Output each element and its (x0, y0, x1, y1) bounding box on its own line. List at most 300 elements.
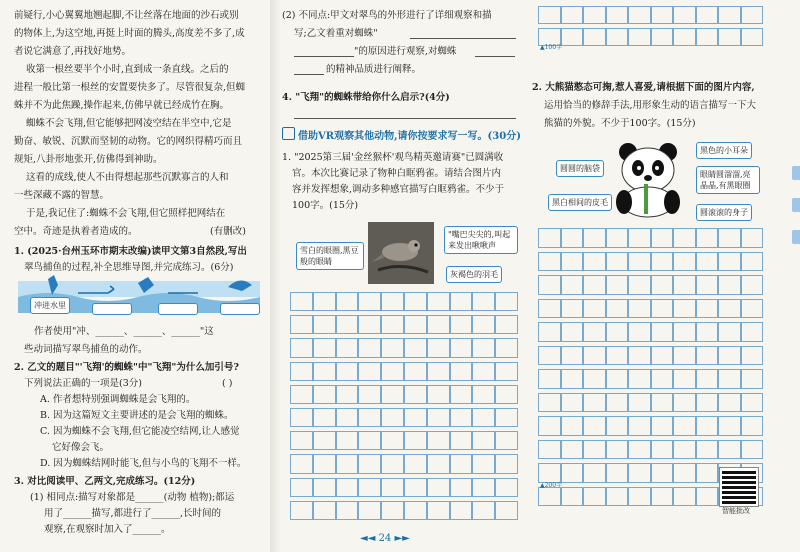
grid-cell[interactable] (696, 28, 719, 46)
grid-cell[interactable] (336, 478, 359, 497)
grid-cell[interactable] (583, 275, 606, 295)
grid-cell[interactable] (628, 252, 651, 272)
grid-cell[interactable] (358, 431, 381, 450)
grid-cell[interactable] (290, 315, 313, 334)
grid-cell[interactable] (606, 252, 629, 272)
grid-cell[interactable] (381, 431, 404, 450)
grid-cell[interactable] (673, 416, 696, 436)
grid-cell[interactable] (450, 501, 473, 520)
grid-cell[interactable] (472, 292, 495, 311)
grid-cell[interactable] (606, 440, 629, 460)
grid-cell[interactable] (651, 299, 674, 319)
grid-cell[interactable] (606, 322, 629, 342)
grid-cell[interactable] (718, 322, 741, 342)
grid-cell[interactable] (628, 322, 651, 342)
grid-cell[interactable] (651, 346, 674, 366)
bird-label-beak: "嘴巴尖尖的,叫起来发出啾啾声 (444, 226, 518, 254)
grid-cell[interactable] (427, 501, 450, 520)
grid-cell[interactable] (696, 252, 719, 272)
grid-cell[interactable] (381, 338, 404, 357)
grid-cell[interactable] (673, 487, 696, 507)
grid-cell[interactable] (583, 252, 606, 272)
grid-cell[interactable] (741, 252, 764, 272)
panda-image (612, 140, 686, 218)
question-3-2b: 写;乙文着重对蜘蛛" (294, 28, 378, 39)
grid-cell[interactable] (583, 487, 606, 507)
grid-cell[interactable] (358, 408, 381, 427)
grid-cell[interactable] (450, 408, 473, 427)
grid-cell[interactable] (696, 463, 719, 483)
grid-cell[interactable] (673, 440, 696, 460)
grid-cell[interactable] (628, 346, 651, 366)
grid-cell[interactable] (673, 252, 696, 272)
grid-cell[interactable] (606, 416, 629, 436)
panda-label-head: 圆圆的脑袋 (556, 160, 604, 177)
grid-cell[interactable] (673, 228, 696, 248)
grid-cell[interactable] (495, 362, 518, 381)
grid-cell[interactable] (336, 362, 359, 381)
grid-cell[interactable] (673, 28, 696, 46)
grid-cell[interactable] (358, 501, 381, 520)
panda-label-fur: 黑白相间的皮毛 (548, 194, 612, 211)
grid-cell[interactable] (696, 416, 719, 436)
grid-cell[interactable] (651, 252, 674, 272)
grid-cell[interactable] (741, 369, 764, 389)
grid-cell[interactable] (651, 28, 674, 46)
writing-grid-bird[interactable] (290, 290, 518, 522)
grid-cell[interactable] (313, 362, 336, 381)
answer-line[interactable] (410, 38, 516, 39)
para-line: 一些深藏不露的智慧。 (14, 190, 110, 201)
para-line: 勤奋、敏锐、沉默而坚韧的动物。它的网织得精巧而且 (14, 136, 243, 147)
grid-cell[interactable] (472, 338, 495, 357)
grid-cell[interactable] (381, 408, 404, 427)
grid-cell[interactable] (313, 408, 336, 427)
grid-cell[interactable] (538, 275, 561, 295)
question-4: 4. "飞翔"的蜘蛛带给你什么启示?(4分) (282, 92, 450, 103)
grid-cell[interactable] (404, 408, 427, 427)
writing-task-1: 1. "2025第三届'金丝猴杯'观鸟精英邀请赛"已圆满收 (282, 152, 504, 163)
grid-cell[interactable] (427, 454, 450, 473)
answer-line[interactable] (294, 118, 516, 119)
grid-cell[interactable] (696, 275, 719, 295)
grid-cell[interactable] (651, 440, 674, 460)
diagram-label-dive: 冲进水里 (30, 297, 70, 314)
grid-cell[interactable] (741, 6, 764, 24)
grid-cell[interactable] (495, 292, 518, 311)
grid-cell[interactable] (741, 28, 764, 46)
grid-cell[interactable] (561, 487, 584, 507)
grid-cell[interactable] (495, 408, 518, 427)
grid-cell[interactable] (606, 6, 629, 24)
grid-cell[interactable] (358, 315, 381, 334)
grid-cell[interactable] (313, 315, 336, 334)
question-1-verbs2: 些动词描写翠鸟捕鱼的动作。 (24, 344, 148, 355)
grid-cell[interactable] (404, 431, 427, 450)
grid-cell[interactable] (606, 487, 629, 507)
vr-icon (282, 127, 295, 140)
grid-cell[interactable] (495, 315, 518, 334)
grid-cell[interactable] (583, 6, 606, 24)
writing-task-2: 2. 大熊猫憨态可掬,惹人喜爱,请根据下面的图片内容, (532, 82, 755, 93)
grid-cell[interactable] (718, 28, 741, 46)
grid-cell[interactable] (696, 487, 719, 507)
grid-cell[interactable] (651, 6, 674, 24)
grid-cell[interactable] (290, 501, 313, 520)
grid-cell[interactable] (561, 6, 584, 24)
answer-line[interactable] (294, 56, 354, 57)
grid-cell[interactable] (606, 369, 629, 389)
grid-cell[interactable] (741, 416, 764, 436)
grid-cell[interactable] (538, 393, 561, 413)
grid-cell[interactable] (313, 338, 336, 357)
grid-cell[interactable] (561, 463, 584, 483)
grid-cell[interactable] (628, 6, 651, 24)
qr-code[interactable] (720, 468, 758, 506)
grid-cell[interactable] (450, 431, 473, 450)
grid-cell[interactable] (651, 463, 674, 483)
grid-cell[interactable] (313, 454, 336, 473)
grid-cell[interactable] (628, 463, 651, 483)
grid-cell[interactable] (472, 408, 495, 427)
grid-cell[interactable] (472, 362, 495, 381)
grid-cell[interactable] (495, 431, 518, 450)
side-tab[interactable] (792, 230, 800, 244)
grid-cell[interactable] (583, 322, 606, 342)
grid-cell[interactable] (561, 369, 584, 389)
grid-cell[interactable] (561, 346, 584, 366)
grid-cell[interactable] (651, 487, 674, 507)
grid-cell[interactable] (696, 6, 719, 24)
grid-cell[interactable] (336, 431, 359, 450)
grid-cell[interactable] (450, 292, 473, 311)
grid-cell[interactable] (741, 275, 764, 295)
question-2: 2. 乙文的题目"'飞翔'的蜘蛛"中"飞翔"为什么加引号? (14, 362, 239, 373)
question-1-line2: 翠鸟捕鱼的过程,补全思维导图,并完成练习。(6分) (24, 262, 234, 273)
grid-cell[interactable] (450, 362, 473, 381)
grid-cell[interactable] (404, 292, 427, 311)
grid-cell[interactable] (538, 346, 561, 366)
para-line: 者说它满意了,再找好地势。 (14, 46, 132, 57)
grid-cell[interactable] (696, 369, 719, 389)
grid-cell[interactable] (673, 322, 696, 342)
grid-cell[interactable] (741, 299, 764, 319)
grid-cell[interactable] (358, 338, 381, 357)
grid-cell[interactable] (741, 228, 764, 248)
question-3-1: (1) 相同点:描写对象都是______(动物 植物);都运 (30, 492, 235, 503)
grid-cell[interactable] (561, 275, 584, 295)
answer-line[interactable] (475, 56, 515, 57)
grid-cell[interactable] (290, 454, 313, 473)
grid-cell[interactable] (404, 362, 427, 381)
grid-cell[interactable] (290, 478, 313, 497)
section-title: 借助VR观察其他动物,请你按要求写一写。(30分) (298, 131, 521, 142)
grid-cell[interactable] (561, 252, 584, 272)
grid-cell[interactable] (472, 385, 495, 404)
grid-cell[interactable] (628, 487, 651, 507)
grid-cell[interactable] (583, 440, 606, 460)
grid-cell[interactable] (696, 393, 719, 413)
option-d[interactable]: D. 因为蜘蛛结网时能飞,但与小鸟的飞翔不一样。 (40, 458, 247, 469)
grid-cell[interactable] (495, 454, 518, 473)
writing-task-1c: 容并发挥想象,调动多种感官描写白眶鸦雀。不少于 (292, 184, 505, 195)
grid-cell[interactable] (583, 28, 606, 46)
panda-label-eyes: 眼睛圆溜溜,亮晶晶,有黑眼圈 (696, 166, 760, 194)
grid-cell[interactable] (427, 385, 450, 404)
para-line: 规矩,八卦形地张开,仿佛得到神助。 (14, 154, 163, 165)
answer-line[interactable] (294, 74, 324, 75)
para-line: 空中。奇迹是执着者造成的。 (14, 226, 138, 237)
writing-task-1b: 官。本次比赛记录了物种白眶鸦雀。请结合图片内 (292, 168, 502, 179)
grid-cell[interactable] (606, 275, 629, 295)
option-b[interactable]: B. 因为这篇短文主要讲述的是会飞翔的蜘蛛。 (40, 410, 234, 421)
grid-cell[interactable] (472, 454, 495, 473)
grid-cell[interactable] (472, 431, 495, 450)
grid-cell[interactable] (561, 28, 584, 46)
grid-cell[interactable] (651, 322, 674, 342)
grid-cell[interactable] (404, 385, 427, 404)
grid-cell[interactable] (358, 292, 381, 311)
side-tab[interactable] (792, 166, 800, 180)
grid-cell[interactable] (538, 369, 561, 389)
grid-cell[interactable] (606, 28, 629, 46)
grid-cell[interactable] (336, 338, 359, 357)
para-line: 收第一根丝要半个小时,直到成一条直线。之后的 (26, 64, 229, 75)
grid-cell[interactable] (336, 454, 359, 473)
grid-cell[interactable] (696, 346, 719, 366)
grid-cell[interactable] (538, 440, 561, 460)
bird-photo (368, 222, 434, 284)
grid-cell[interactable] (628, 228, 651, 248)
grid-cell[interactable] (673, 6, 696, 24)
grid-cell[interactable] (718, 275, 741, 295)
grid-cell[interactable] (673, 463, 696, 483)
grid-cell[interactable] (628, 440, 651, 460)
grid-cell[interactable] (583, 346, 606, 366)
grid-cell[interactable] (538, 252, 561, 272)
grid-cell[interactable] (313, 431, 336, 450)
grid-cell[interactable] (696, 322, 719, 342)
grid-cell[interactable] (538, 6, 561, 24)
grid-cell[interactable] (358, 385, 381, 404)
grid-cell[interactable] (673, 369, 696, 389)
grid-cell[interactable] (495, 385, 518, 404)
grid-cell[interactable] (606, 346, 629, 366)
grid-cell[interactable] (583, 416, 606, 436)
grid-cell[interactable] (427, 431, 450, 450)
grid-cell[interactable] (427, 478, 450, 497)
grid-cell[interactable] (673, 275, 696, 295)
grid-cell[interactable] (741, 440, 764, 460)
question-1-verbs: 作者使用"冲、______、______、______"这 (34, 326, 214, 337)
grid-cell[interactable] (718, 416, 741, 436)
grid-cell[interactable] (290, 362, 313, 381)
grid-cell[interactable] (472, 315, 495, 334)
grid-cell[interactable] (381, 385, 404, 404)
grid-cell[interactable] (336, 501, 359, 520)
grid-cell[interactable] (472, 478, 495, 497)
grid-cell[interactable] (336, 292, 359, 311)
side-tab[interactable] (792, 198, 800, 212)
grid-cell[interactable] (561, 393, 584, 413)
grid-cell[interactable] (651, 228, 674, 248)
diagram-blank[interactable] (158, 303, 198, 315)
para-line: 的物体上,为这空地,再挺上时面的腾头,高度差不多了,成 (14, 28, 245, 39)
grid-cell[interactable] (628, 416, 651, 436)
option-a[interactable]: A. 作者想特别强调蜘蛛是会飞翔的。 (40, 394, 196, 405)
grid-cell[interactable] (561, 440, 584, 460)
grid-cell[interactable] (538, 416, 561, 436)
page-number-value: 24 (378, 533, 392, 544)
grid-cell[interactable] (718, 228, 741, 248)
para-line: 蜘蛛不会飞翔,但它能够把网凌空结在半空中,它是 (26, 118, 232, 129)
grid-cell[interactable] (427, 408, 450, 427)
grid-cell[interactable] (696, 299, 719, 319)
grid-cell[interactable] (718, 369, 741, 389)
grid-cell[interactable] (583, 369, 606, 389)
grid-cell[interactable] (290, 292, 313, 311)
question-2-line2: 下列说法正确的一项是(3分) (24, 378, 142, 389)
grid-cell[interactable] (404, 315, 427, 334)
para-line: 前疑行,小心翼翼地翘起脚,不让丝落在地面的沙石或别 (14, 10, 239, 21)
grid-cell[interactable] (651, 416, 674, 436)
grid-cell[interactable] (561, 322, 584, 342)
grid-cell[interactable] (404, 478, 427, 497)
question-3-2: (2) 不同点:甲文对翠鸟的外形进行了详细观察和描 (282, 10, 492, 21)
grid-cell[interactable] (381, 362, 404, 381)
option-c-cont: 它好像会飞。 (52, 442, 110, 453)
question-3-2c: "的原因进行观察,对蜘蛛 (354, 46, 457, 57)
grid-cell[interactable] (450, 454, 473, 473)
grid-cell[interactable] (561, 299, 584, 319)
grid-cell[interactable] (741, 393, 764, 413)
grid-cell[interactable] (427, 315, 450, 334)
question-3: 3. 对比阅读甲、乙两文,完成练习。(12分) (14, 476, 196, 487)
grid-cell[interactable] (381, 454, 404, 473)
grid-cell[interactable] (472, 501, 495, 520)
writing-section-header (282, 127, 522, 143)
grid-cell[interactable] (313, 478, 336, 497)
grid-cell[interactable] (313, 501, 336, 520)
question-3-1b: 用了______描写,都进行了______,长时间的 (44, 508, 222, 519)
grid-cell[interactable] (381, 315, 404, 334)
grid-cell[interactable] (404, 454, 427, 473)
grid-cell[interactable] (427, 362, 450, 381)
grid-cell[interactable] (606, 393, 629, 413)
grid-cell[interactable] (583, 393, 606, 413)
bird-label-eye: 雪白的眼圈,黑豆般的眼睛 (296, 242, 364, 270)
writing-grid-continue[interactable] (538, 4, 763, 48)
panda-label-body: 圆滚滚的身子 (696, 204, 752, 221)
grid-cell[interactable] (718, 252, 741, 272)
grid-cell[interactable] (561, 416, 584, 436)
grid-cell[interactable] (495, 338, 518, 357)
grid-cell[interactable] (290, 385, 313, 404)
grid-cell[interactable] (450, 338, 473, 357)
grid-cell[interactable] (290, 431, 313, 450)
grid-cell[interactable] (450, 478, 473, 497)
grid-cell[interactable] (358, 454, 381, 473)
grid-cell[interactable] (628, 393, 651, 413)
grid-cell[interactable] (718, 440, 741, 460)
grid-cell[interactable] (718, 346, 741, 366)
grid-cell[interactable] (673, 393, 696, 413)
grid-cell[interactable] (358, 478, 381, 497)
grid-cell[interactable] (290, 408, 313, 427)
grid-cell[interactable] (427, 338, 450, 357)
grid-cell[interactable] (404, 338, 427, 357)
para-line: 蛛并不为此焦躁,操作起来,仿佛早就已经成竹在胸。 (14, 100, 230, 111)
panda-label-ears: 黑色的小耳朵 (696, 142, 752, 159)
grid-cell[interactable] (404, 501, 427, 520)
grid-cell[interactable] (538, 322, 561, 342)
grid-cell[interactable] (495, 478, 518, 497)
grid-cell[interactable] (538, 299, 561, 319)
grid-cell[interactable] (718, 299, 741, 319)
grid-cell[interactable] (651, 369, 674, 389)
grid-cell[interactable] (336, 408, 359, 427)
grid-cell[interactable] (583, 228, 606, 248)
grid-cell[interactable] (583, 299, 606, 319)
grid-cell[interactable] (741, 346, 764, 366)
grid-cell[interactable] (450, 315, 473, 334)
writing-grid-panda[interactable] (538, 226, 763, 508)
grid-cell[interactable] (628, 275, 651, 295)
grid-cell[interactable] (427, 292, 450, 311)
qr-caption: 智能批改 (722, 507, 750, 515)
page-fold (270, 0, 280, 552)
question-1: 1. (2025·台州玉环市期末改编)读甲文第3自然段,写出 (14, 246, 247, 257)
grid-cell[interactable] (673, 299, 696, 319)
grid-cell[interactable] (696, 440, 719, 460)
grid-cell[interactable] (606, 228, 629, 248)
diagram-blank[interactable] (92, 303, 132, 315)
grid-cell[interactable] (606, 299, 629, 319)
grid-cell[interactable] (606, 463, 629, 483)
bird-label-wing: 灰褐色的羽毛 (446, 266, 502, 283)
grid-cell[interactable] (290, 338, 313, 357)
answer-paren[interactable]: ( ) (222, 378, 233, 389)
grid-cell[interactable] (583, 463, 606, 483)
grid-cell[interactable] (538, 228, 561, 248)
grid-cell[interactable] (450, 385, 473, 404)
grid-cell[interactable] (628, 28, 651, 46)
grid-cell[interactable] (628, 299, 651, 319)
grid-cell[interactable] (358, 362, 381, 381)
grid-cell[interactable] (673, 346, 696, 366)
writing-task-2c: 熊猫的外貌。不少于100字。(15分) (544, 118, 696, 129)
grid-cell[interactable] (628, 369, 651, 389)
grid-cell[interactable] (741, 322, 764, 342)
grid-cell[interactable] (336, 315, 359, 334)
grid-cell[interactable] (696, 228, 719, 248)
grid-cell[interactable] (381, 292, 404, 311)
grid-cell[interactable] (651, 393, 674, 413)
grid-cell[interactable] (381, 478, 404, 497)
grid-cell[interactable] (718, 6, 741, 24)
grid-cell[interactable] (651, 275, 674, 295)
diagram-blank[interactable] (220, 303, 260, 315)
grid-cell[interactable] (718, 393, 741, 413)
writing-task-2b: 运用恰当的修辞手法,用形象生动的语言描写一下大 (544, 100, 757, 111)
grid-cell[interactable] (313, 292, 336, 311)
grid-cell[interactable] (495, 501, 518, 520)
grid-cell[interactable] (561, 228, 584, 248)
grid-cell[interactable] (381, 501, 404, 520)
grid-cell[interactable] (336, 385, 359, 404)
option-c[interactable]: C. 因为蜘蛛不会飞翔,但它能凌空结网,让人感觉 (40, 426, 240, 437)
grid-cell[interactable] (313, 385, 336, 404)
